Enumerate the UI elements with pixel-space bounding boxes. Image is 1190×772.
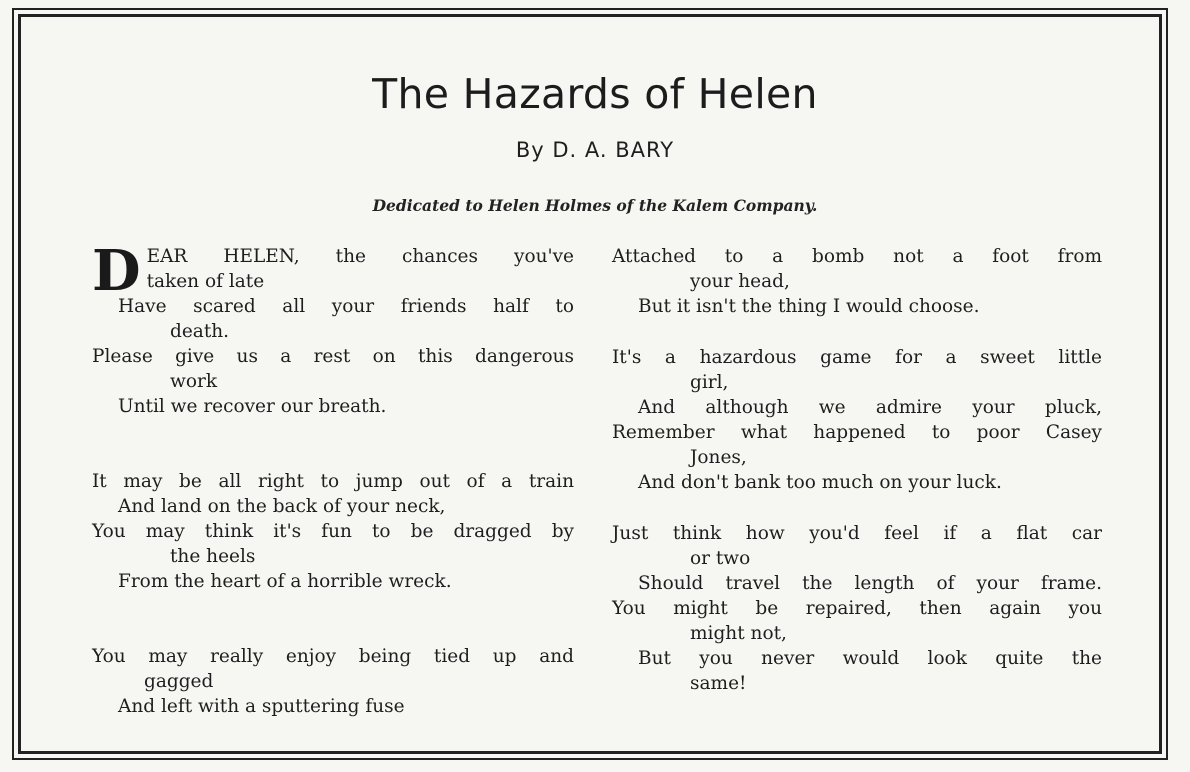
verse-line: You may think it's fun to be dragged by — [92, 521, 574, 542]
verse-line: the heels — [170, 546, 256, 567]
verse-line: But you never would look quite the — [638, 648, 1102, 669]
right-column — [612, 244, 1102, 722]
verse-line: or two — [690, 548, 751, 569]
stanza-4 — [612, 244, 1102, 319]
verse-line: Jones, — [690, 447, 747, 468]
left-column — [92, 244, 574, 769]
poem-byline: By D. A. BARY — [515, 138, 675, 162]
verse-line: same! — [690, 673, 747, 694]
stanza-5 — [612, 345, 1102, 495]
verse-line: And left with a sputtering fuse — [118, 696, 405, 717]
verse-line: Until we recover our breath. — [118, 396, 387, 417]
stanza-1 — [92, 244, 574, 419]
stanza-3 — [92, 644, 574, 719]
verse-line: might not, — [690, 623, 787, 644]
verse-line: gagged — [144, 671, 214, 692]
verse-line: You might be repaired, then again you — [612, 598, 1102, 619]
verse-line: It may be all right to jump out of a train — [92, 471, 574, 492]
verse-line: girl, — [690, 372, 729, 393]
verse-line: Should travel the length of your frame. — [638, 573, 1102, 594]
verse-line: Attached to a bomb not a foot from — [612, 246, 1102, 267]
verse-line: Please give us a rest on this dangerous — [92, 346, 574, 367]
verse-line: From the heart of a horrible wreck. — [118, 571, 452, 592]
drop-cap-block — [92, 244, 574, 294]
verse-line: work — [170, 371, 218, 392]
verse-line: your head, — [690, 271, 790, 292]
verse-line: death. — [170, 321, 230, 342]
verse-line: And although we admire your pluck, — [638, 397, 1102, 418]
verse-line: taken of late — [146, 271, 265, 292]
verse-line: Remember what happened to poor Casey — [612, 422, 1102, 443]
stanza-6 — [612, 521, 1102, 696]
verse-line: Just think how you'd feel if a flat car — [612, 523, 1102, 544]
verse-line: And don't bank too much on your luck. — [638, 472, 1002, 493]
poem-title: The Hazards of Helen — [372, 70, 818, 118]
drop-cap: D — [92, 244, 141, 294]
verse-line: You may really enjoy being tied up and — [92, 646, 574, 667]
verse-line: But it isn't the thing I would choose. — [638, 296, 980, 317]
stanza-2 — [92, 469, 574, 594]
verse-line: It's a hazardous game for a sweet little — [612, 347, 1102, 368]
verse-line: EAR HELEN, the chances you've — [146, 246, 574, 267]
verse-line: And land on the back of your neck, — [118, 496, 446, 517]
verse-line: Have scared all your friends half to — [118, 296, 574, 317]
poem-dedication: Dedicated to Helen Holmes of the Kalem Company. — [372, 196, 818, 215]
